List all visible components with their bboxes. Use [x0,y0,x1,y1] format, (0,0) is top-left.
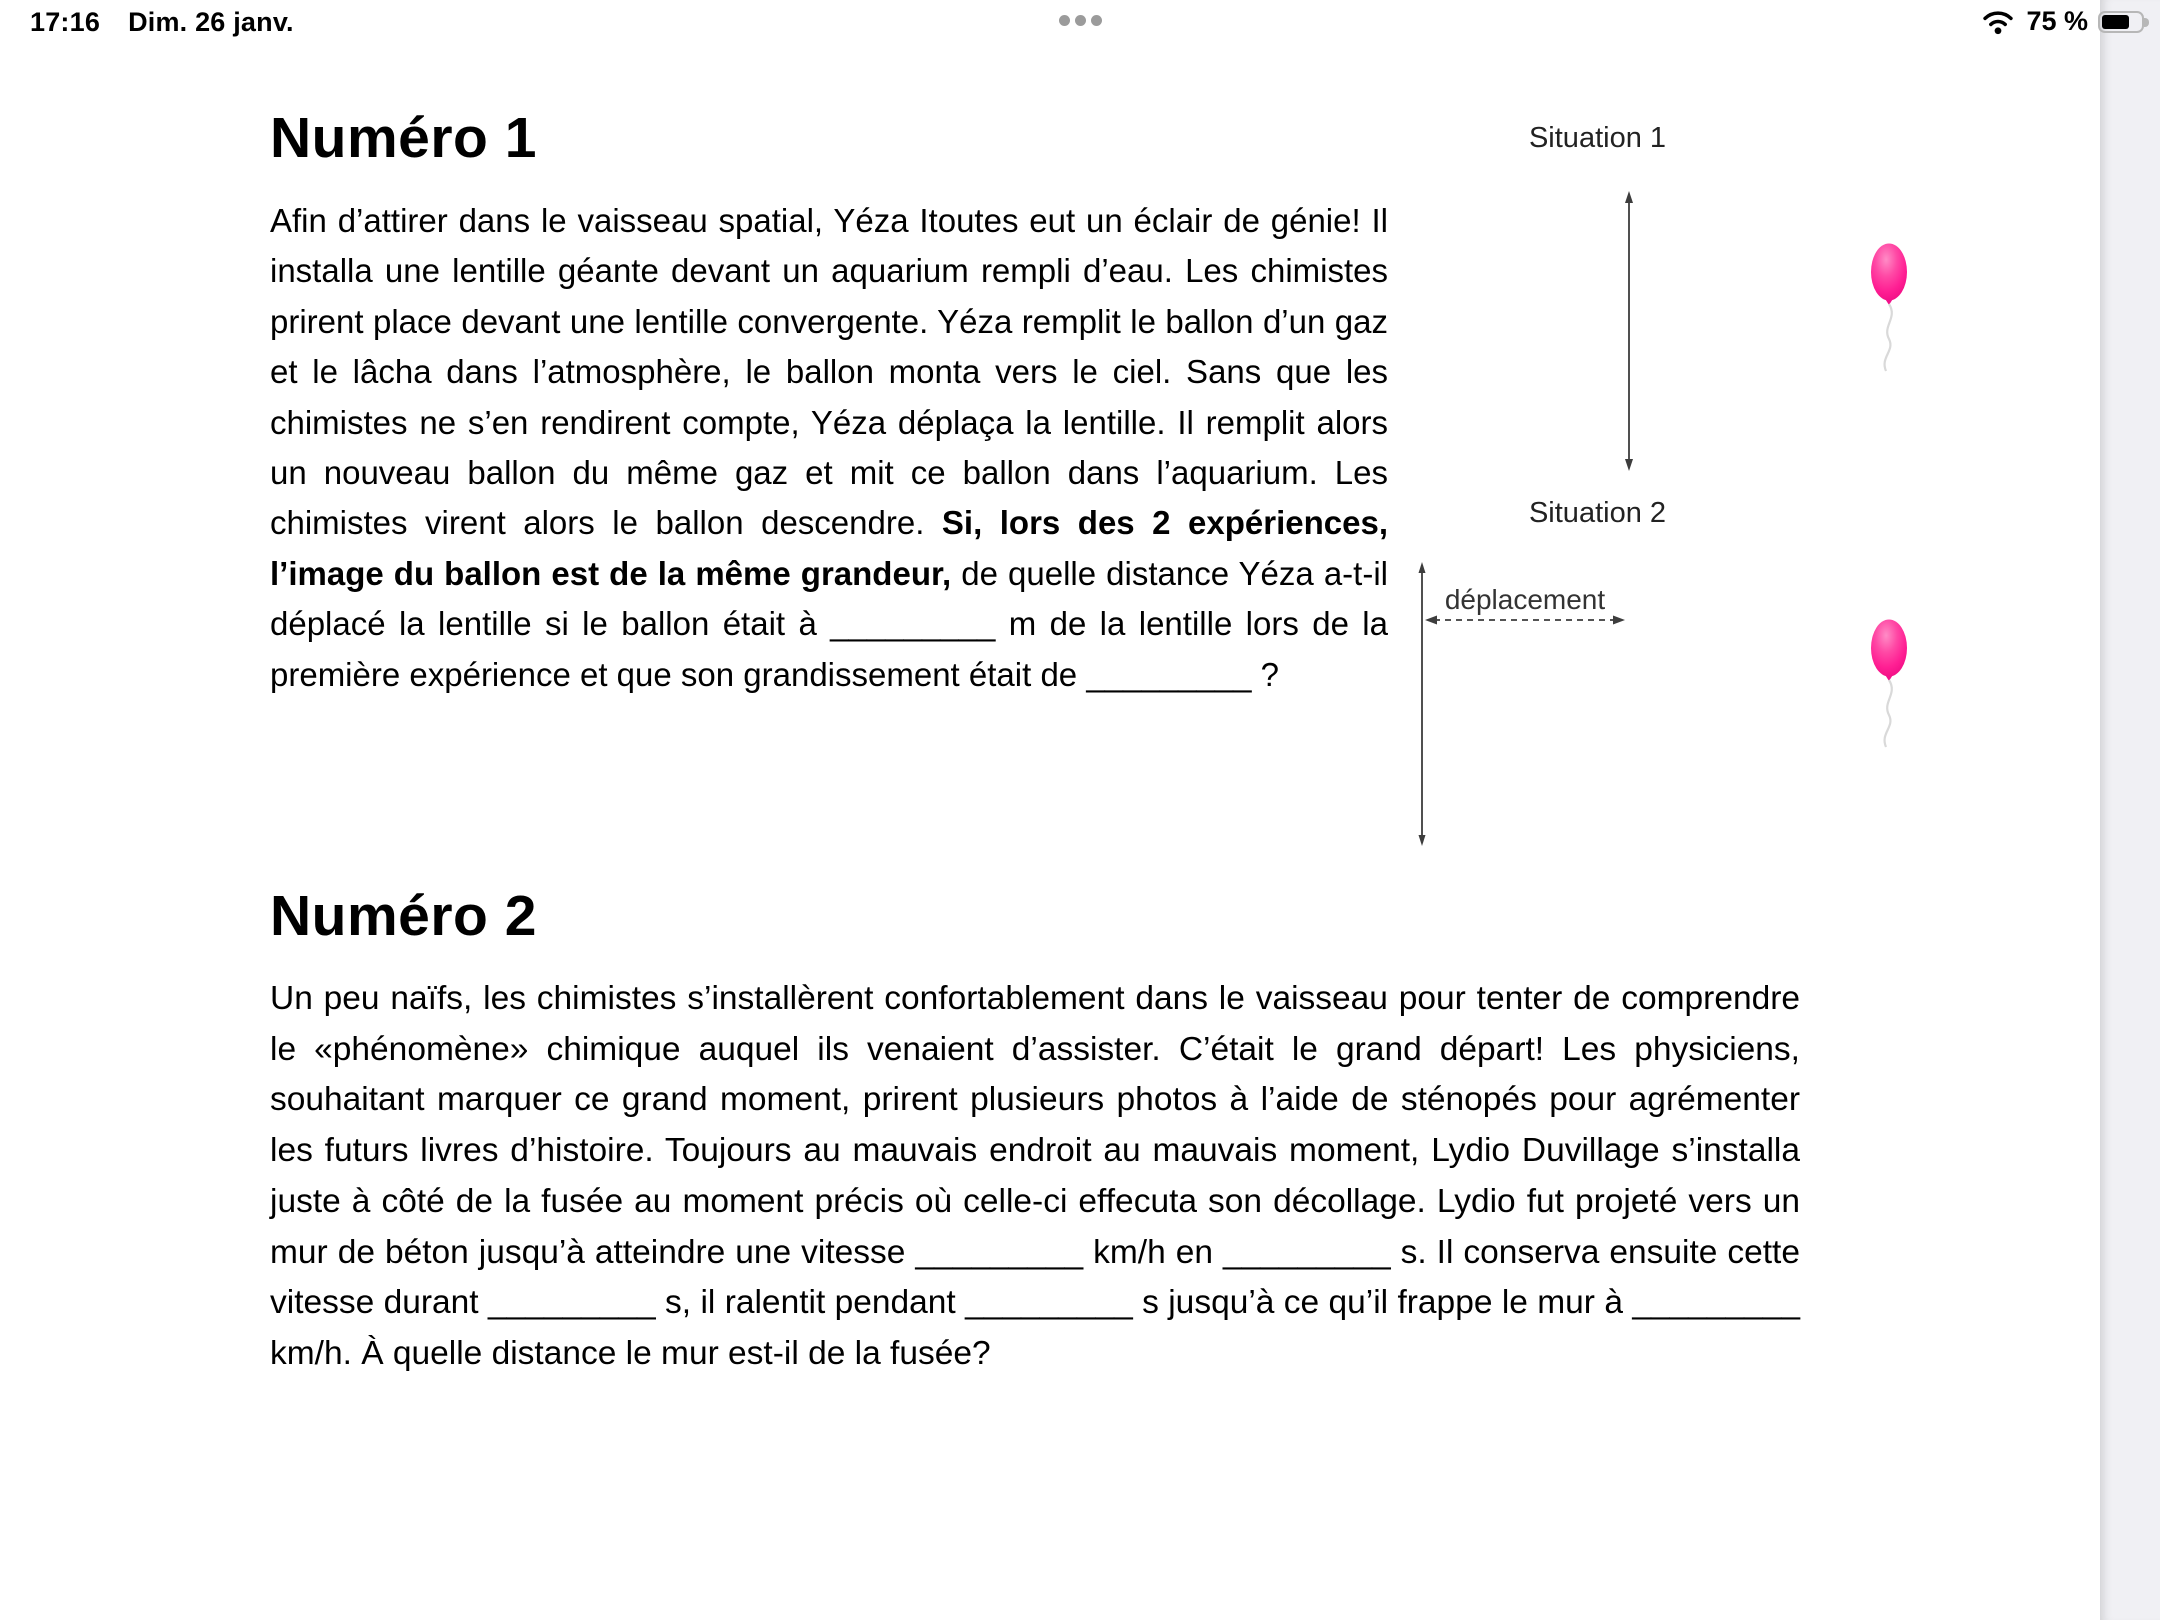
displacement-dashed-arrow-icon [1424,608,1626,632]
balloon-icon [1853,242,1925,377]
situation1-label: Situation 1 [1528,122,1667,154]
problem1-text-start: Afin d’attirer dans le vaisseau spatial, Yéza Itoutes eut un éclair de génie! Il installa une lentille géante devant un aquarium rempli d’eau. Les chimistes prirent place devant une lentille convergente. Yéza remplit le ballon d’un gaz et le lâcha dans l’atmosphère, le ballon monta vers le ciel. Sans que les chimistes ne s’en rendirent compte, Yéza déplaça la lentille. Il remplit alors un nouveau ballon du même gaz et mit ce ballon dans l’aquarium. Les chimistes virent alors le ballon descendre. [270,202,1388,542]
situation2-label: Situation 2 [1528,497,1667,529]
battery-icon [2098,11,2144,33]
problem1-text-end: de quelle distance Yéza a-t-il déplacé la lentille si le ballon était à _________ m de la lentille lors de la première expérience et que son grandissement était de _________ ? [270,554,1388,693]
status-bar [0,0,2160,44]
problem2-heading: Numéro 2 [270,884,537,948]
battery-percent: 75 % [2026,6,2088,36]
status-left [30,7,294,38]
displacement-label: déplacement [1444,584,1606,615]
app-background-strip [2100,0,2160,1620]
status-right [1980,6,2144,37]
status-date: Dim. 26 janv. [128,7,294,37]
wifi-icon [1980,8,2016,35]
situation1-vertical-arrow-icon [1621,190,1637,472]
problem1-heading: Numéro 1 [270,106,537,170]
problem1-text-bold: Si, lors des 2 expériences, l’image du ballon est de la même grandeur, [270,504,1389,592]
status-time: 17:16 [30,7,101,37]
ellipsis-menu-icon[interactable] [1059,15,1102,26]
problem1-text [270,196,1388,700]
balloon-icon [1853,618,1925,753]
problem2-text: Un peu naïfs, les chimistes s’installèrent confortablement dans le vaisseau pour tenter de comprendre le «phénomène» chimique auquel ils venaient d’assister. C’était le grand départ! Les physiciens, souhaitant marquer ce grand moment, prirent plusieurs photos à l’aide de sténopés pour agrémenter les futurs livres d’histoire. Toujours au mauvais endroit au mauvais moment, Lydio Duvillage s’installa juste à côté de la fusée au moment précis où celle-ci effecuta son décollage. Lydio fut projeté vers un mur de béton jusqu’à atteindre une vitesse _________ km/h en _________ s. Il conserva ensuite cette vitesse durant _________ s, il ralentit pendant _________ s jusqu’à ce qu’il frappe le mur à _________ km/h. À quelle distance le mur est-il de la fusée? [270,980,1800,1372]
